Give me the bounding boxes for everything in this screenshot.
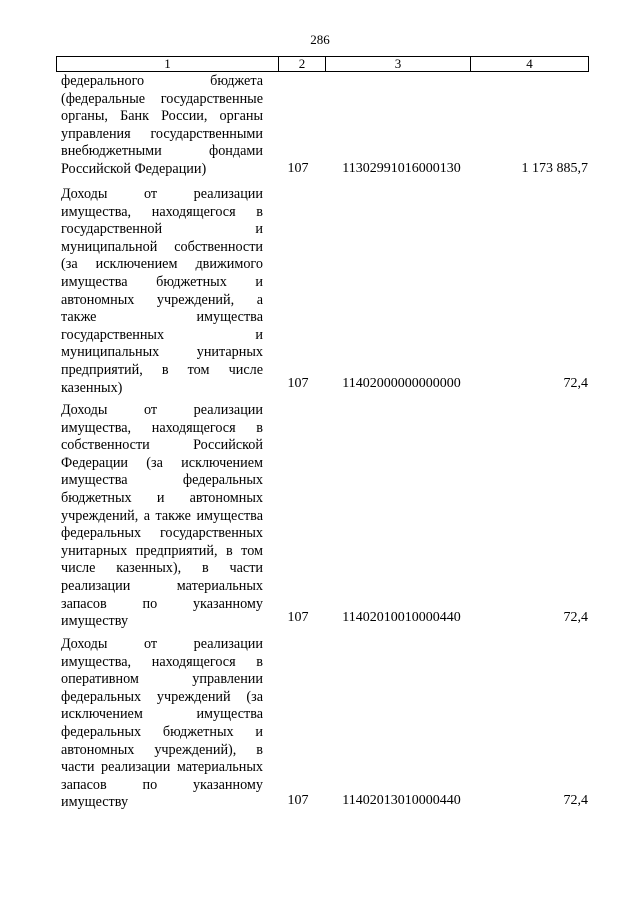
row-description: федерального бюджета (федеральные государственные органы, Банк России, органы управления государственными внебюджетными фондами Российской Федерации) bbox=[61, 73, 263, 177]
row-description: Доходы от реализации имущества, находящегося в государственной и муниципальной собственности (за исключением движимого имущества бюджетных и автономных учреждений, а также имущества государственных и муниципальных унитарных предприятий, в том числе казенных) bbox=[61, 186, 263, 396]
row-kbk: 11302991016000130 bbox=[342, 161, 461, 176]
row-description: Доходы от реализации имущества, находящегося в собственности Российской Федерации (за исключением имущества федеральных бюджетных и автономных учреждений, а также имущества федеральных государственных унитарных предприятий, в том числе казенных), в части реализации материальных запасов по указанному имуществу bbox=[61, 402, 263, 630]
row-kbk: 11402010010000440 bbox=[342, 610, 461, 625]
column-header-3: 3 bbox=[326, 57, 471, 71]
row-code: 107 bbox=[287, 793, 309, 808]
column-header-4: 4 bbox=[526, 56, 533, 71]
row-amount: 72,4 bbox=[563, 610, 588, 625]
page-number: 286 bbox=[310, 32, 330, 47]
table-header bbox=[56, 56, 589, 72]
row-code: 107 bbox=[287, 376, 309, 391]
row-description: Доходы от реализации имущества, находящегося в оперативном управлении федеральных учреждений (за исключением имущества федеральных бюджетных и автономных учреждений), в части реализации материальных запасов по указанному имуществу bbox=[61, 636, 263, 811]
row-code: 107 bbox=[287, 161, 309, 176]
column-header-1: 1 bbox=[57, 57, 279, 71]
row-kbk: 11402013010000440 bbox=[342, 793, 461, 808]
row-amount: 1 173 885,7 bbox=[521, 161, 588, 176]
row-kbk: 11402000000000000 bbox=[342, 376, 461, 391]
column-header-2: 2 bbox=[279, 57, 326, 71]
row-amount: 72,4 bbox=[563, 793, 588, 808]
row-code: 107 bbox=[287, 610, 309, 625]
row-amount: 72,4 bbox=[563, 376, 588, 391]
